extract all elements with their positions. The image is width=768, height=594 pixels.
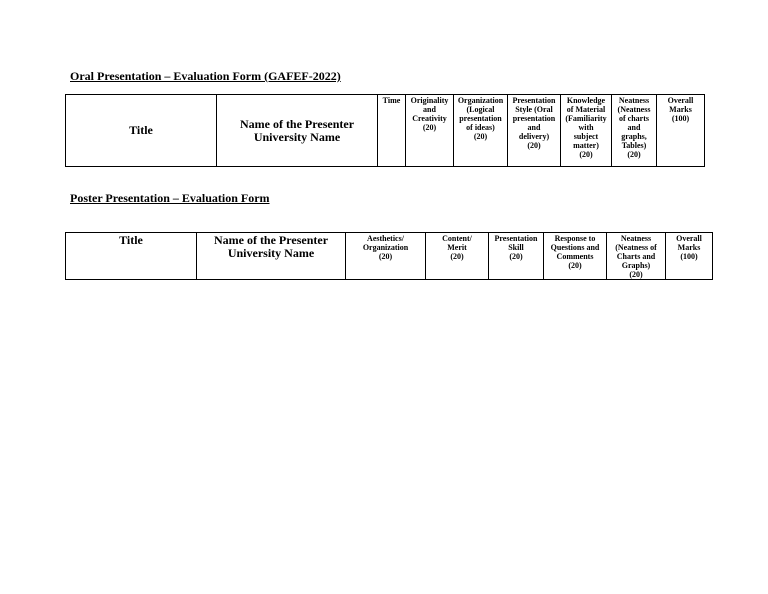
oral-criteria-time <box>378 95 406 167</box>
criteria-line: (20) <box>579 150 593 159</box>
criteria-line: Questions and <box>550 243 600 252</box>
oral-criteria-organization <box>454 95 508 167</box>
criteria-line: graphs, <box>621 132 647 141</box>
criteria-line: Organization <box>457 96 504 105</box>
criteria-line: subject <box>573 132 599 141</box>
poster-criteria-aesthetics <box>346 233 426 280</box>
oral-title-label: Title <box>129 123 153 137</box>
criteria-line: (20) <box>568 261 582 270</box>
criteria-line: (20) <box>473 132 488 141</box>
criteria-line: Aesthetics/ <box>367 234 404 243</box>
oral-presenter-header <box>217 95 378 167</box>
criteria-line: of Material <box>566 105 606 114</box>
criteria-line: Originality <box>410 96 449 105</box>
oral-criteria-originality <box>406 95 454 167</box>
criteria-line: Neatness <box>620 234 652 243</box>
criteria-line: (Neatness of <box>615 243 657 252</box>
criteria-line: Graphs) <box>621 261 651 270</box>
oral-form-heading: Oral Presentation – Evaluation Form (GAFEF-2022) <box>70 69 341 83</box>
criteria-line: Content/ <box>442 234 472 243</box>
poster-university-label: University Name <box>227 246 315 260</box>
poster-criteria-content <box>426 233 489 280</box>
poster-title-label: Title <box>119 233 143 247</box>
oral-criteria-presentation-style <box>508 95 561 167</box>
criteria-line: Marks <box>677 243 701 252</box>
poster-form-heading: Poster Presentation – Evaluation Form <box>70 191 270 205</box>
criteria-line: Knowledge <box>566 96 606 105</box>
criteria-line: (20) <box>509 252 523 261</box>
oral-presenter-name-label: Name of the Presenter <box>239 116 355 131</box>
criteria-line: (20) <box>450 252 464 261</box>
poster-criteria-overall-marks <box>666 233 713 280</box>
poster-criteria-presentation-skill <box>489 233 544 280</box>
criteria-line: (Familiarity <box>565 114 607 123</box>
criteria-line: Organization <box>362 243 409 252</box>
criteria-line: (Neatness <box>617 105 651 114</box>
criteria-line: Creativity <box>412 114 447 123</box>
criteria-line: Merit <box>447 243 467 252</box>
criteria-line: (20) <box>527 141 541 150</box>
criteria-line: delivery) <box>518 132 550 141</box>
poster-title-header <box>66 233 197 280</box>
criteria-line: presentation <box>459 114 502 123</box>
criteria-line: Tables) <box>621 141 647 150</box>
criteria-line: Skill <box>508 243 524 252</box>
criteria-line: (100) <box>680 252 698 261</box>
criteria-line: and <box>627 123 641 132</box>
oral-criteria-overall-marks <box>657 95 705 167</box>
criteria-line: of charts <box>619 114 649 123</box>
criteria-line: (20) <box>627 150 641 159</box>
poster-presenter-header <box>197 233 346 280</box>
criteria-line: Overall <box>676 234 702 243</box>
criteria-line: presentation <box>512 114 556 123</box>
criteria-line: Presentation <box>512 96 556 105</box>
poster-criteria-response <box>544 233 607 280</box>
criteria-line: Time <box>382 96 401 105</box>
criteria-line: (20) <box>629 270 643 279</box>
criteria-line: Comments <box>556 252 594 261</box>
poster-criteria-neatness <box>607 233 666 280</box>
criteria-line: matter) <box>573 141 599 150</box>
criteria-line: with <box>578 123 594 132</box>
criteria-line: (20) <box>422 123 437 132</box>
criteria-line: of ideas) <box>466 123 495 132</box>
oral-table-row <box>66 95 705 167</box>
criteria-line: Charts and <box>616 252 656 261</box>
poster-presenter-name-label: Name of the Presenter <box>213 233 329 247</box>
oral-criteria-neatness <box>612 95 657 167</box>
criteria-line: Response to <box>554 234 596 243</box>
oral-criteria-knowledge <box>561 95 612 167</box>
poster-table-row <box>66 233 713 280</box>
criteria-line: Presentation <box>494 234 538 243</box>
criteria-line: and <box>423 105 436 114</box>
oral-university-label: University Name <box>253 129 341 144</box>
criteria-line: Style (Oral <box>515 105 553 114</box>
criteria-line: Neatness <box>618 96 650 105</box>
oral-title-header <box>66 95 217 167</box>
poster-evaluation-table <box>65 232 713 280</box>
oral-evaluation-table <box>65 94 705 167</box>
criteria-line: (100) <box>671 114 690 123</box>
criteria-line: (20) <box>378 252 393 261</box>
criteria-line: Overall <box>667 96 694 105</box>
criteria-line: Marks <box>669 105 692 114</box>
criteria-line: and <box>527 123 541 132</box>
criteria-line: (Logical <box>466 105 495 114</box>
